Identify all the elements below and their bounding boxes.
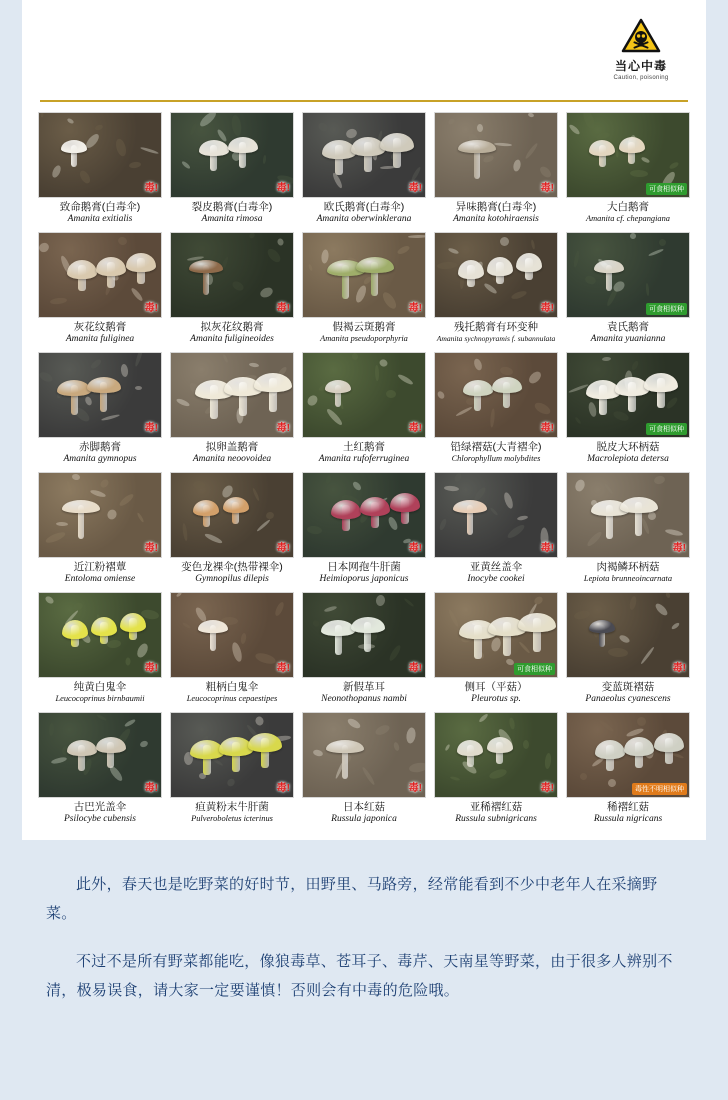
mushroom-cap bbox=[594, 260, 624, 273]
poison-tag: 毒! bbox=[276, 543, 290, 554]
poison-tag: 毒! bbox=[276, 783, 290, 794]
photo-texture bbox=[193, 481, 205, 489]
photo-background bbox=[567, 473, 689, 557]
poison-tag: 毒! bbox=[672, 543, 686, 554]
poison-tag: 毒! bbox=[408, 543, 422, 554]
mushroom-common-name: 拟灰花纹鹅膏 bbox=[200, 321, 264, 333]
mushroom-common-name: 近江粉褶蕈 bbox=[73, 561, 127, 573]
mushroom-cap bbox=[619, 137, 645, 153]
mushroom-scientific-name: Psilocybe cubensis bbox=[63, 814, 137, 825]
paragraph-2: 不过不是所有野菜都能吃，像狼毒草、苍耳子、毒芹、天南星等野菜，由于很多人辨别不清，极易误食，请大家一定要谨慎！否则会有中毒的危险哦。 bbox=[46, 952, 673, 999]
edible-lookalike-tag: 可食相似种 bbox=[646, 303, 687, 315]
mushroom-photo[interactable] bbox=[170, 592, 294, 678]
mushroom-common-name: 袁氏鹅膏 bbox=[607, 321, 649, 333]
mushroom-photo[interactable] bbox=[170, 352, 294, 438]
poison-tag: 毒! bbox=[408, 663, 422, 674]
mushroom-scientific-name: Neonothopanus nambi bbox=[321, 694, 407, 705]
poison-tag: 毒! bbox=[540, 183, 554, 194]
mushroom-common-name: 日本红菇 bbox=[343, 801, 385, 813]
mushroom-grid bbox=[32, 112, 696, 826]
poison-tag: 毒! bbox=[672, 663, 686, 674]
mushroom-cap bbox=[326, 740, 364, 753]
mushroom-scientific-name: Amanita exitialis bbox=[67, 214, 133, 225]
mushroom-common-name: 粗柄白鬼伞 bbox=[205, 681, 259, 693]
mushroom-scientific-name: Pulveroboletus icterinus bbox=[191, 814, 273, 824]
article-body bbox=[22, 840, 706, 1005]
photo-texture bbox=[658, 239, 665, 246]
mushroom-photo[interactable] bbox=[434, 352, 558, 438]
mushroom-cell bbox=[434, 232, 558, 346]
mushroom-common-name: 肉褐鳞环柄菇 bbox=[596, 561, 660, 573]
mushroom-cell bbox=[302, 232, 426, 346]
photo-texture bbox=[408, 234, 426, 238]
mushroom-common-name: 致命鹅膏(白毒伞) bbox=[59, 201, 141, 213]
mushroom-photo[interactable] bbox=[38, 592, 162, 678]
mushroom-photo[interactable] bbox=[170, 232, 294, 318]
mushroom-cap bbox=[589, 620, 615, 633]
photo-texture bbox=[135, 386, 142, 390]
mushroom-photo[interactable] bbox=[566, 232, 690, 318]
photo-background bbox=[171, 593, 293, 677]
mushroom-photo[interactable] bbox=[434, 232, 558, 318]
mushroom-photo[interactable] bbox=[302, 232, 426, 318]
mushroom-scientific-name: Amanita fuligineoides bbox=[190, 334, 274, 345]
mushroom-common-name: 裂皮鹅膏(白毒伞) bbox=[191, 201, 273, 213]
mushroom-photo[interactable] bbox=[434, 712, 558, 798]
mushroom-common-name: 铅绿褶菇(大青褶伞) bbox=[450, 441, 542, 453]
poison-tag: 毒! bbox=[408, 783, 422, 794]
mushroom-scientific-name: Russula japonica bbox=[331, 814, 397, 825]
photo-texture bbox=[647, 511, 656, 520]
mushroom-cell bbox=[434, 472, 558, 586]
mushroom-cell bbox=[434, 592, 558, 706]
mushroom-photo[interactable] bbox=[566, 352, 690, 438]
mushroom-scientific-name: Amanita neoovoidea bbox=[192, 454, 272, 465]
mushroom-photo[interactable] bbox=[434, 472, 558, 558]
photo-background bbox=[303, 353, 425, 437]
mushroom-cell bbox=[38, 232, 162, 346]
mushroom-cell bbox=[170, 112, 294, 226]
mushroom-common-name: 稀褶红菇 bbox=[607, 801, 649, 813]
mushroom-cap bbox=[62, 620, 88, 639]
warning-title: 当心中毒 bbox=[614, 59, 667, 73]
poison-tag: 毒! bbox=[540, 303, 554, 314]
mushroom-photo[interactable] bbox=[302, 112, 426, 198]
mushroom-cell bbox=[38, 712, 162, 826]
mushroom-scientific-name: Amanita gymnopus bbox=[63, 454, 137, 465]
mushroom-cell bbox=[170, 712, 294, 826]
mushroom-common-name: 日本网孢牛肝菌 bbox=[327, 561, 401, 573]
mushroom-scientific-name: Chlorophyllum molybdites bbox=[451, 454, 541, 464]
poison-tag: 毒! bbox=[144, 303, 158, 314]
mushroom-photo[interactable] bbox=[434, 112, 558, 198]
mushroom-common-name: 亚稀褶红菇 bbox=[469, 801, 523, 813]
mushroom-cell bbox=[302, 592, 426, 706]
photo-texture bbox=[375, 365, 380, 381]
mushroom-cap bbox=[198, 620, 228, 633]
mushroom-cell bbox=[566, 232, 690, 346]
mushroom-common-name: 残托鹅膏有环变种 bbox=[454, 321, 538, 333]
poison-tag: 毒! bbox=[408, 423, 422, 434]
mushroom-cap bbox=[126, 253, 156, 272]
mushroom-cap bbox=[453, 500, 487, 513]
mushroom-common-name: 新假革耳 bbox=[343, 681, 385, 693]
mushroom-cap bbox=[518, 613, 556, 632]
mushroom-cell bbox=[302, 112, 426, 226]
mushroom-photo[interactable] bbox=[434, 592, 558, 678]
mushroom-scientific-name: Amanita kotohiraensis bbox=[453, 214, 539, 225]
poison-tag: 毒! bbox=[144, 783, 158, 794]
mushroom-cap bbox=[67, 740, 97, 756]
unknown-lookalike-tag: 毒性不明相似种 bbox=[632, 783, 687, 795]
poison-tag: 毒! bbox=[540, 783, 554, 794]
poison-tag: 毒! bbox=[144, 543, 158, 554]
mushroom-cell bbox=[434, 712, 558, 826]
mushroom-cell bbox=[38, 352, 162, 466]
photo-texture bbox=[523, 740, 529, 749]
mushroom-cap bbox=[463, 380, 493, 396]
mushroom-cap bbox=[62, 500, 100, 513]
mushroom-scientific-name: Entoloma omiense bbox=[64, 574, 136, 585]
edible-lookalike-tag: 可食相似种 bbox=[646, 183, 687, 195]
mushroom-cap bbox=[87, 377, 121, 393]
mushroom-cap bbox=[61, 140, 87, 153]
photo-background bbox=[567, 593, 689, 677]
mushroom-cap bbox=[223, 497, 249, 513]
mushroom-common-name: 灰花纹鹅膏 bbox=[73, 321, 127, 333]
mushroom-common-name: 欧氏鹅膏(白毒伞) bbox=[323, 201, 405, 213]
mushroom-cell bbox=[170, 352, 294, 466]
mushroom-photo[interactable] bbox=[38, 472, 162, 558]
mushroom-photo[interactable] bbox=[38, 112, 162, 198]
mushroom-scientific-name: Panaeolus cyanescens bbox=[585, 694, 671, 705]
poison-tag: 毒! bbox=[276, 183, 290, 194]
mushroom-cap bbox=[654, 733, 684, 752]
mushroom-photo[interactable] bbox=[566, 592, 690, 678]
photo-background bbox=[171, 233, 293, 317]
poison-tag: 毒! bbox=[276, 663, 290, 674]
mushroom-cap bbox=[189, 260, 223, 273]
mushroom-cell bbox=[302, 472, 426, 586]
mushroom-cap bbox=[487, 737, 513, 753]
mushroom-cell bbox=[566, 112, 690, 226]
mushroom-common-name: 异味鹅膏(白毒伞) bbox=[455, 201, 537, 213]
mushroom-scientific-name: Amanita cf. chepangiana bbox=[586, 214, 670, 224]
mushroom-cell bbox=[434, 112, 558, 226]
poison-tag: 毒! bbox=[144, 663, 158, 674]
mushroom-common-name: 变蓝斑褶菇 bbox=[601, 681, 655, 693]
mushroom-photo[interactable] bbox=[170, 712, 294, 798]
mushroom-scientific-name: Leucocoprinus cepaestipes bbox=[186, 694, 278, 704]
mushroom-cell bbox=[566, 592, 690, 706]
mushroom-common-name: 脱皮大环柄菇 bbox=[596, 441, 660, 453]
mushroom-scientific-name: Amanita yuanianna bbox=[590, 334, 666, 345]
mushroom-scientific-name: Russula subnigricans bbox=[455, 814, 537, 825]
mushroom-scientific-name: Amanita pseudoporphyria bbox=[320, 334, 408, 344]
mushroom-photo[interactable] bbox=[302, 472, 426, 558]
mushroom-scientific-name: Macrolepiota detersa bbox=[587, 454, 669, 465]
mushroom-scientific-name: Gymnopilus dilepis bbox=[195, 574, 269, 585]
mushroom-scientific-name: Amanita sychnopyramis f. subannulata bbox=[436, 334, 556, 344]
mushroom-cell bbox=[170, 232, 294, 346]
mushroom-photo[interactable] bbox=[38, 712, 162, 798]
mushroom-scientific-name: Inocybe cookei bbox=[467, 574, 525, 585]
mushroom-cap bbox=[458, 140, 496, 153]
divider bbox=[40, 100, 688, 102]
mushroom-scientific-name: Lepiota brunneoincarnata bbox=[583, 574, 673, 584]
mushroom-photo[interactable] bbox=[170, 112, 294, 198]
warning-badge bbox=[604, 18, 678, 81]
mushroom-common-name: 疸黄粉末牛肝菌 bbox=[195, 801, 269, 813]
mushroom-cap bbox=[254, 373, 292, 392]
mushroom-cell bbox=[566, 352, 690, 466]
mushroom-photo[interactable] bbox=[170, 472, 294, 558]
mushroom-cap bbox=[199, 140, 229, 156]
mushroom-cell bbox=[170, 472, 294, 586]
mushroom-cell bbox=[566, 472, 690, 586]
mushroom-cell bbox=[566, 712, 690, 826]
warning-subtitle: Caution, poisoning bbox=[613, 75, 669, 81]
mushroom-cell bbox=[302, 352, 426, 466]
mushroom-common-name: 古巴光盖伞 bbox=[73, 801, 127, 813]
mushroom-cell bbox=[434, 352, 558, 466]
mushroom-photo[interactable] bbox=[302, 352, 426, 438]
poison-tag: 毒! bbox=[540, 543, 554, 554]
edible-lookalike-tag: 可食相似种 bbox=[646, 423, 687, 435]
mushroom-common-name: 纯黄白鬼伞 bbox=[73, 681, 127, 693]
mushroom-scientific-name: Pleurotus sp. bbox=[471, 694, 521, 705]
mushroom-cell bbox=[38, 112, 162, 226]
photo-background bbox=[435, 353, 557, 437]
poison-tag: 毒! bbox=[144, 423, 158, 434]
photo-background bbox=[39, 713, 161, 797]
photo-texture bbox=[56, 522, 68, 526]
mushroom-cap bbox=[390, 493, 420, 512]
mushroom-photo[interactable] bbox=[38, 232, 162, 318]
mushroom-common-name: 赤脚鹅膏 bbox=[79, 441, 121, 453]
mushroom-common-name: 土红鹅膏 bbox=[343, 441, 385, 453]
mushroom-cap bbox=[351, 617, 385, 633]
mushroom-common-name: 亚黄丝盖伞 bbox=[469, 561, 523, 573]
mushroom-scientific-name: Heimioporus japonicus bbox=[319, 574, 409, 585]
mushroom-cap bbox=[458, 260, 484, 279]
photo-background bbox=[435, 113, 557, 197]
mushroom-cell bbox=[302, 712, 426, 826]
mushroom-scientific-name: Amanita rimosa bbox=[201, 214, 263, 225]
poster-card bbox=[22, 0, 706, 840]
mushroom-photo[interactable] bbox=[38, 352, 162, 438]
skull-warning-icon bbox=[621, 18, 661, 54]
mushroom-cell bbox=[38, 592, 162, 706]
mushroom-common-name: 拟卵盖鹅膏 bbox=[205, 441, 259, 453]
mushroom-photo[interactable] bbox=[566, 712, 690, 798]
mushroom-photo[interactable] bbox=[302, 712, 426, 798]
mushroom-scientific-name: Leucocoprinus birnbaumii bbox=[55, 694, 145, 704]
poison-tag: 毒! bbox=[276, 423, 290, 434]
mushroom-scientific-name: Amanita oberwinklerana bbox=[316, 214, 412, 225]
mushroom-photo[interactable] bbox=[302, 592, 426, 678]
mushroom-scientific-name: Amanita rufoferruginea bbox=[318, 454, 410, 465]
mushroom-common-name: 假褐云斑鹅膏 bbox=[332, 321, 396, 333]
mushroom-common-name: 侧耳（平菇） bbox=[464, 681, 528, 693]
edible-lookalike-tag: 可食相似种 bbox=[514, 663, 555, 675]
poison-tag: 毒! bbox=[144, 183, 158, 194]
mushroom-scientific-name: Russula nigricans bbox=[593, 814, 663, 825]
poison-tag: 毒! bbox=[408, 303, 422, 314]
mushroom-common-name: 大白鹅膏 bbox=[607, 201, 649, 213]
mushroom-cell bbox=[38, 472, 162, 586]
mushroom-cap bbox=[325, 380, 351, 393]
mushroom-cell bbox=[170, 592, 294, 706]
poison-tag: 毒! bbox=[540, 423, 554, 434]
mushroom-common-name: 变色龙裸伞(热带裸伞) bbox=[181, 561, 283, 573]
poster-header bbox=[32, 8, 696, 100]
poison-tag: 毒! bbox=[276, 303, 290, 314]
mushroom-scientific-name: Amanita fuliginea bbox=[65, 334, 135, 345]
mushroom-photo[interactable] bbox=[566, 472, 690, 558]
poison-tag: 毒! bbox=[408, 183, 422, 194]
mushroom-photo[interactable] bbox=[566, 112, 690, 198]
paragraph-1: 此外，春天也是吃野菜的好时节，田野里、马路旁，经常能看到不少中老年人在采摘野菜。 bbox=[46, 876, 658, 923]
